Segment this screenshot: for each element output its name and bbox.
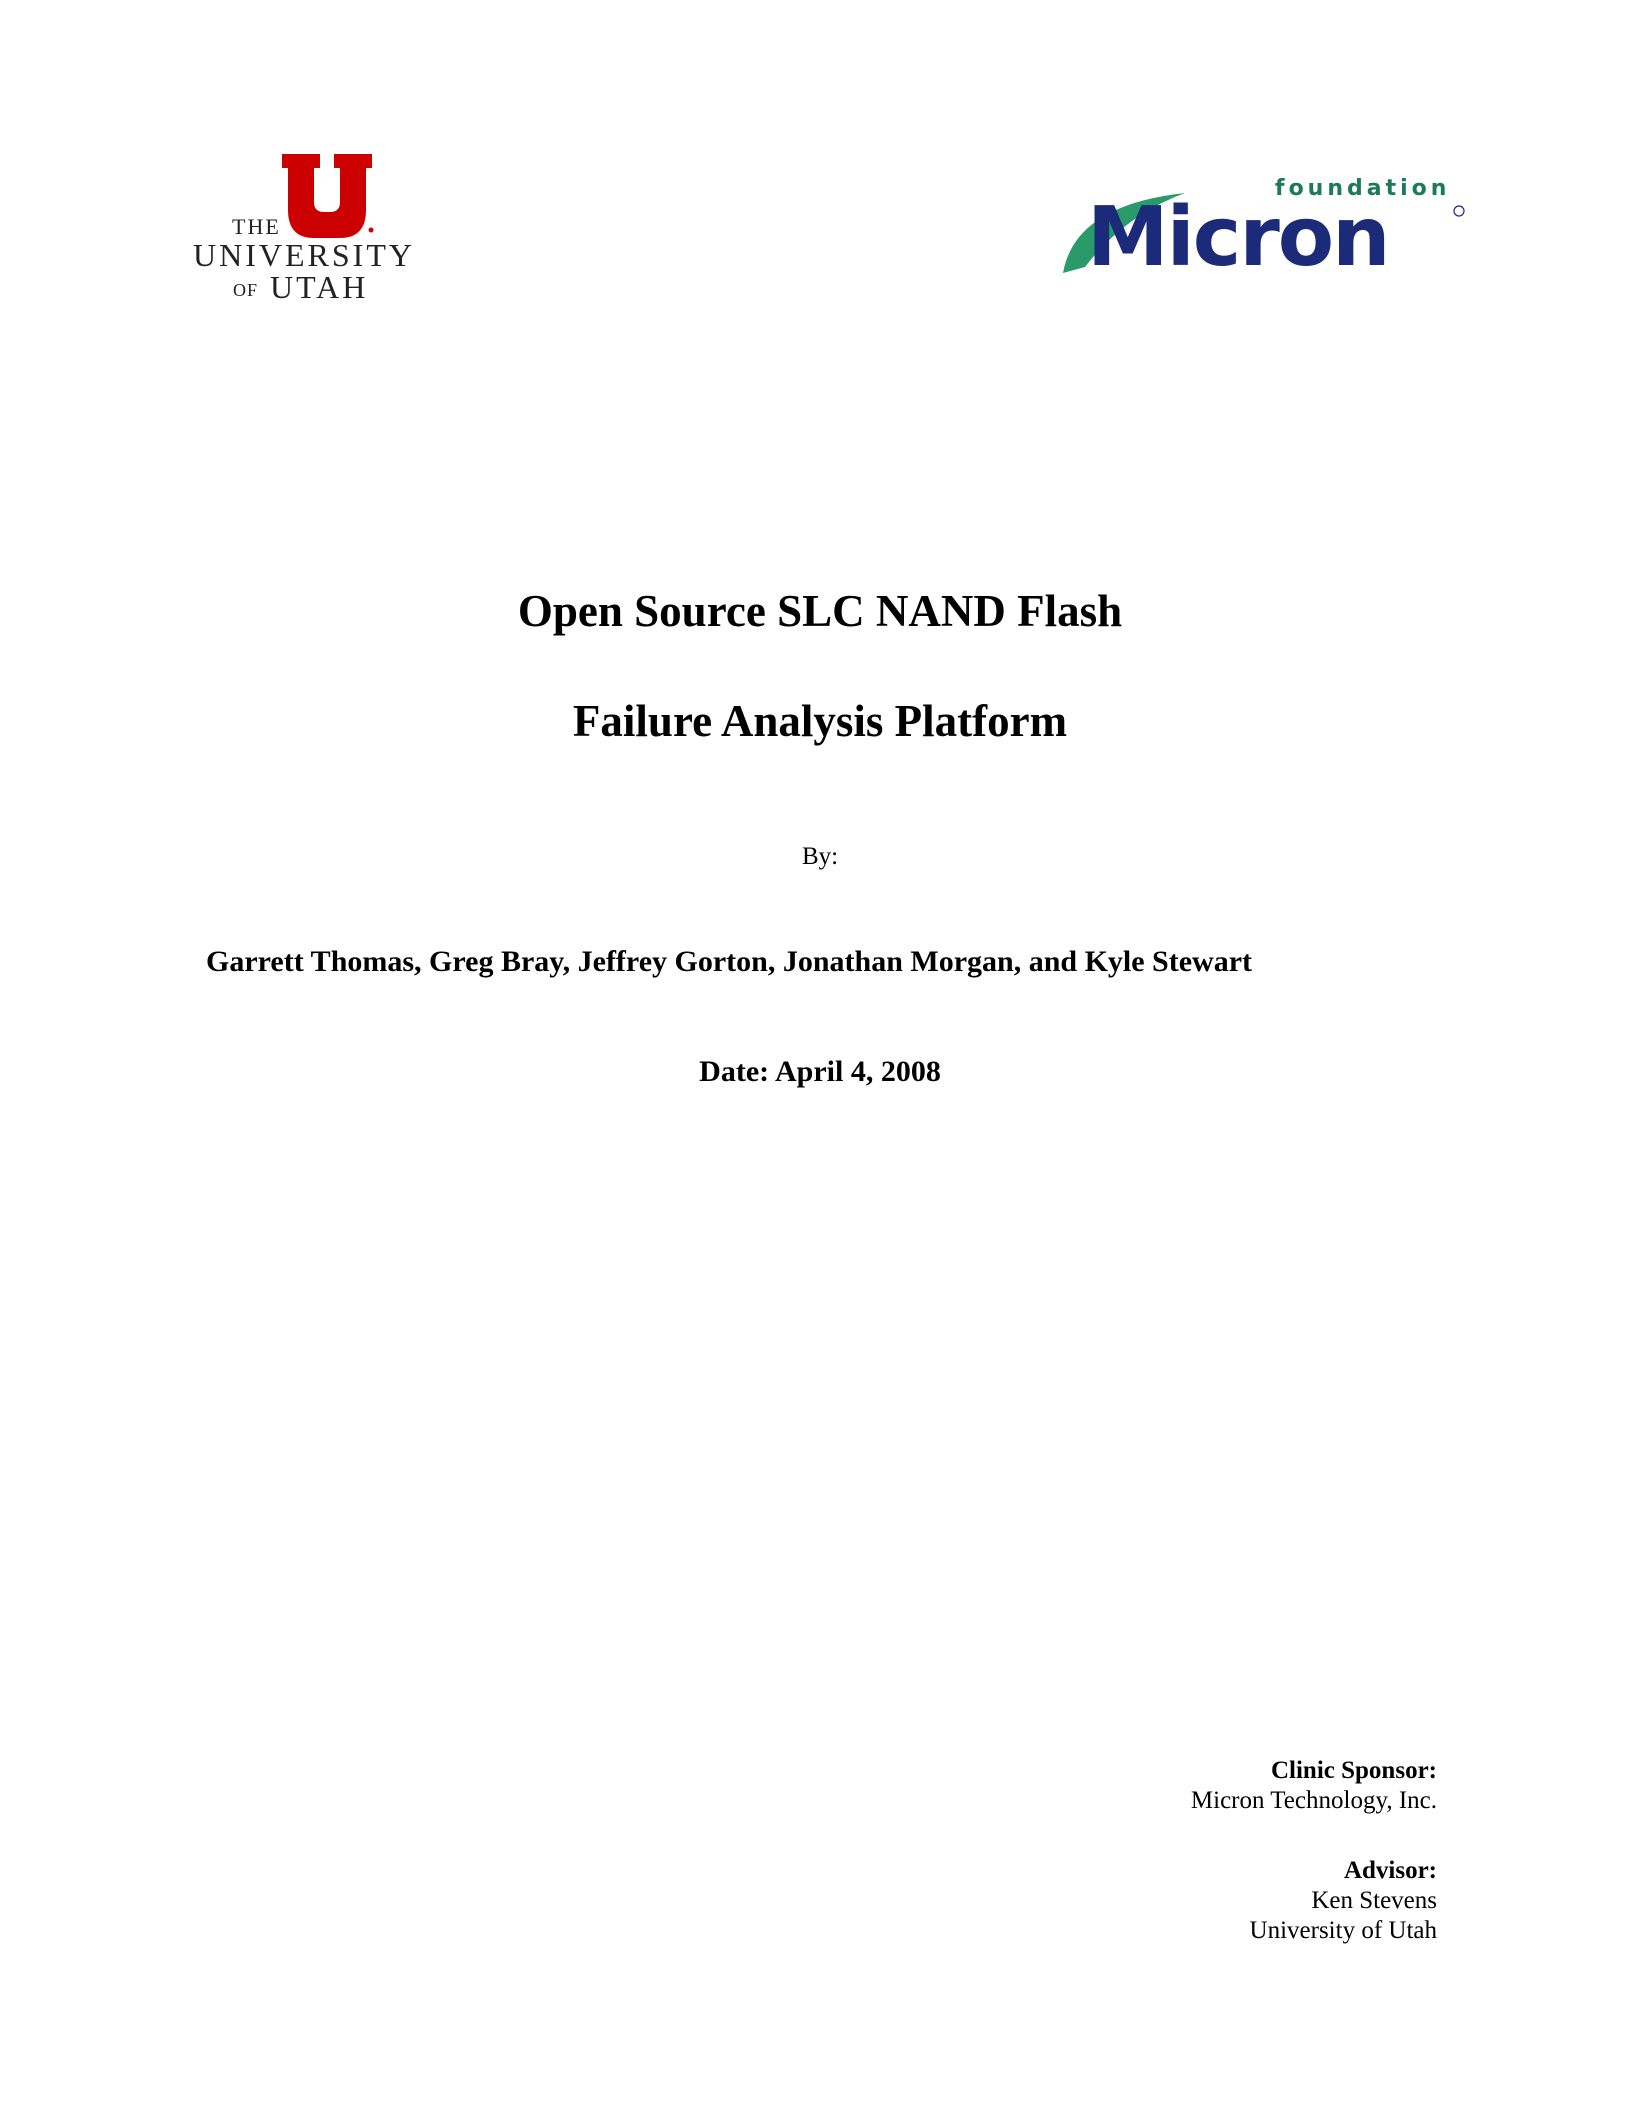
micron-foundation-text: foundation: [1275, 176, 1451, 201]
advisor-affiliation: University of Utah: [1249, 1917, 1437, 1944]
micron-foundation-logo: [1055, 165, 1475, 295]
advisor-block: [1250, 1856, 1437, 1946]
utah-logo-university: UNIVERSITY: [193, 237, 415, 273]
sponsor-name: Micron Technology, Inc.: [1190, 1787, 1437, 1814]
utah-logo-the: THE: [232, 214, 281, 239]
utah-logo-of: OF: [233, 280, 259, 300]
document-title-line-2: Failure Analysis Platform: [572, 696, 1068, 746]
advisor-name: Ken Stevens: [1311, 1887, 1437, 1914]
advisor-heading: Advisor:: [1343, 1857, 1437, 1884]
by-label: By:: [801, 843, 839, 870]
authors-line: Garrett Thomas, Greg Bray, Jeffrey Gorton, Jonathan Morgan, and Kyle Stewart: [206, 945, 1253, 978]
micron-brand-text: Micron: [1087, 190, 1389, 285]
sponsor-heading: Clinic Sponsor:: [1270, 1757, 1437, 1784]
sponsor-block: [1191, 1756, 1437, 1816]
document-title-line-1: Open Source SLC NAND Flash: [517, 586, 1123, 636]
block-u-icon: [282, 154, 372, 238]
date-line: Date: April 4, 2008: [699, 1055, 941, 1088]
university-of-utah-logo: [190, 150, 430, 310]
utah-logo-utah: UTAH: [270, 269, 369, 305]
